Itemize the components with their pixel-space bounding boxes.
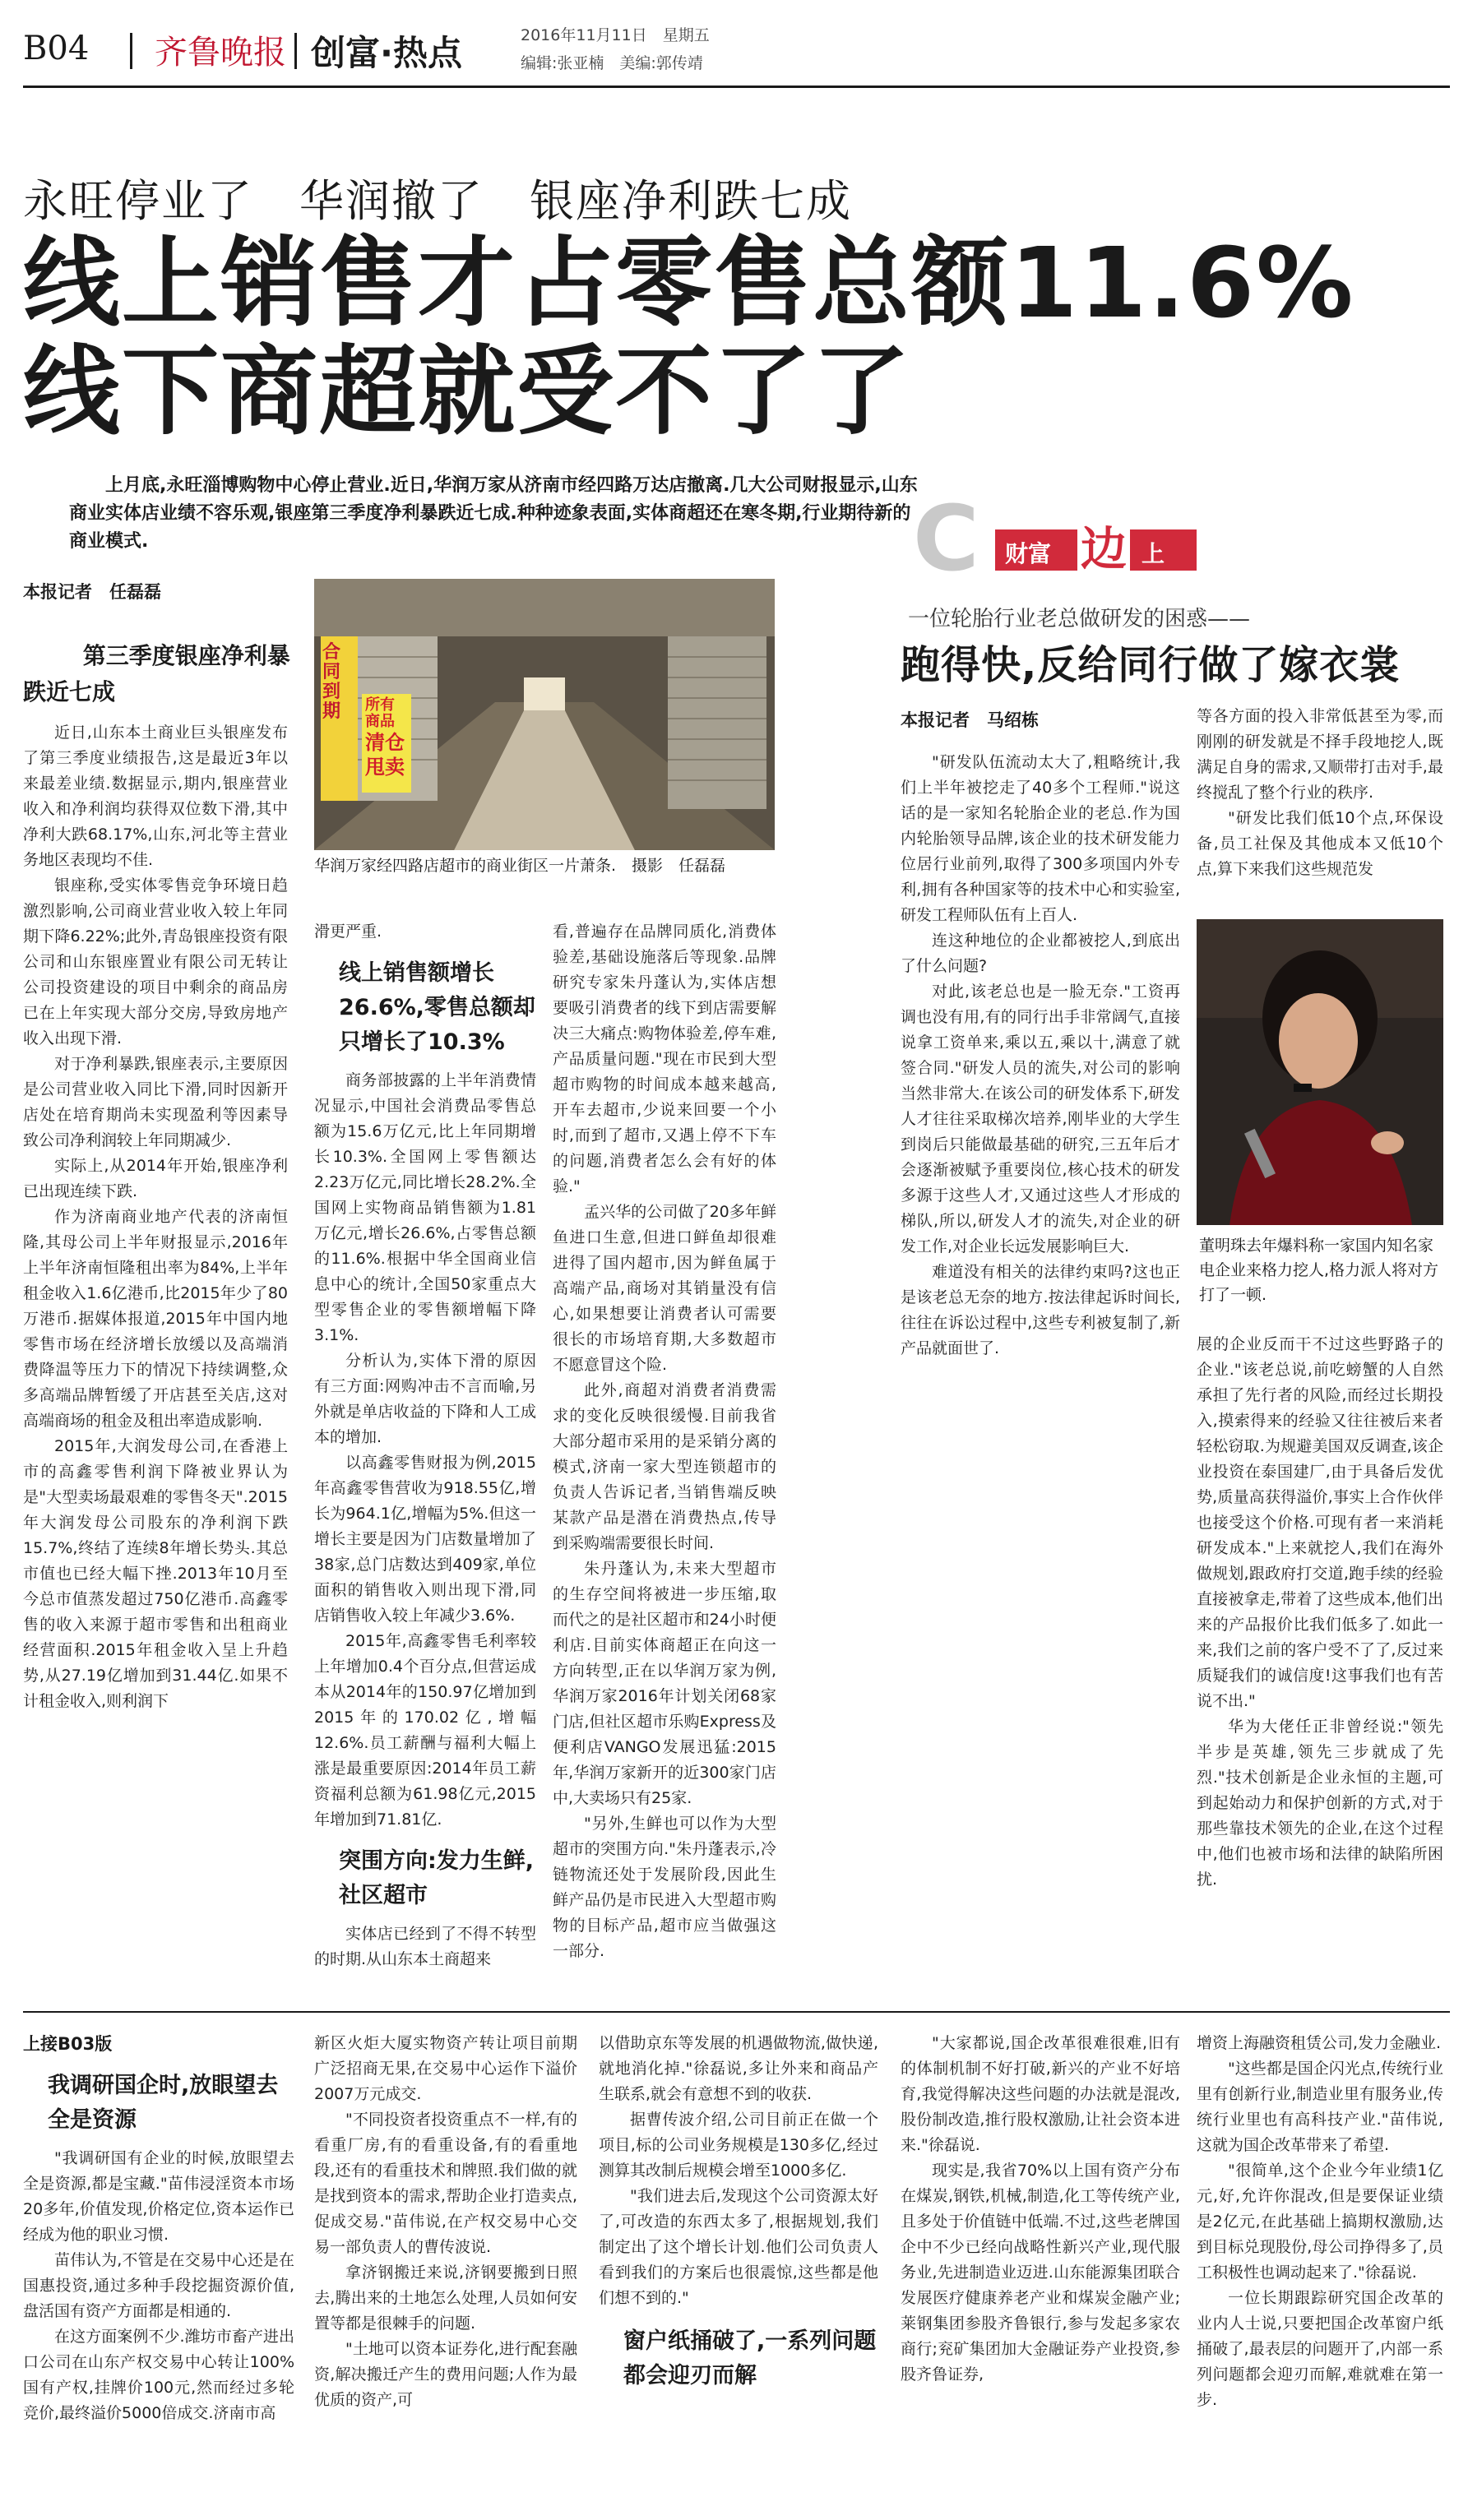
- paragraph: 分析认为,实体下滑的原因有三方面:网购冲击不言而喻,另外就是单店收益的下降和人工成本的增加.: [314, 1352, 536, 1446]
- masthead-divider: [294, 33, 297, 69]
- paragraph: 银座称,受实体零售竞争环境日趋激烈影响,公司商业营业收入较上年同期下降6.22%;此外,青岛银座投资有限公司和山东银座置业有限公司无转让公司投资建设的项目中剩余的商品房已在上年实现大部分交房,导致房地产收入出现下滑.: [23, 876, 288, 1047]
- speaker-photo: [1197, 919, 1443, 1225]
- headline-kicker: 永旺停业了 华润撤了 银座净利跌七成: [23, 175, 852, 227]
- paragraph: "另外,生鲜也可以作为大型超市的突围方向."朱丹蓬表示,冷链物流还处于发展阶段,因此生鲜产品仍是市民进入大型超市购物的目标产品,超市应当做强这一部分.: [553, 1815, 776, 1960]
- paragraph: 增资上海融资租赁公司,发力金融业.: [1197, 2034, 1442, 2052]
- subheading: 我调研国企时,放眼望去全是资源: [48, 2073, 279, 2133]
- paragraph: "很简单,这个企业今年业绩1亿元,好,允许你混改,但是要保证业绩是2亿元,在此基础上搞期权激励,达到目标兑现股份,母公司挣得多了,员工积极性也调动起来了."徐磊说.: [1197, 2162, 1443, 2282]
- section-rule: [23, 2011, 1450, 2013]
- main-headline: [23, 226, 1355, 448]
- paragraph: 一位长期跟踪研究国企改革的业内人士说,只要把国企改革窗户纸捅破了,最表层的问题开了,内部一系列问题都会迎刃而解,难就难在第一步.: [1197, 2289, 1443, 2409]
- clearance-sign: 合同到期: [322, 642, 341, 722]
- page-number: B04: [23, 30, 90, 67]
- paragraph: 以借助京东等发展的机遇做物流,做快递,就地消化掉."徐磊说,多让外来和商品产生联系,就会有意想不到的收获.: [599, 2034, 878, 2103]
- paragraph: 华为大佬任正非曾经说:"领先半步是英雄,领先三步就成了先烈."技术创新是企业永恒的主题,可到起始动力和保护创新的方式,对于那些靠技术领先的企业,在这个过程中,他们也被市场和法律的缺陷所困扰.: [1197, 1718, 1443, 1889]
- paragraph: 难道没有相关的法律约束吗?这也正是该老总无奈的地方.按法律起诉时间长,往往在诉讼过程中,这些专利被复制了,新产品就面世了.: [901, 1263, 1180, 1357]
- paragraph: 朱丹蓬认为,未来大型超市的生存空间将被进一步压缩,取而代之的是社区超市和24小时便利店.目前实体商超正在向这一方向转型,正在以华润万家为例,华润万家2016年计划关闭68家门店,但社区超市乐购Express及便利店VANGO发展迅猛:2015年,华润万家新开的近300家门店中,大卖场只有25家.: [553, 1560, 776, 1807]
- paragraph: 对此,该老总也是一脸无奈."工资再调也没有用,有的同行出手非常阔气,直接说拿工资单来,乘以五,乘以十,满意了就签合同."研发人员的流失,对公司的影响当然非常大.在该公司的研发体系下,研发人才往往采取梯次培养,刚毕业的大学生到岗后只能做最基础的研究,三五年后才会逐渐被赋予重要岗位,核心技术的研发多源于这些人才,又通过这些人才形成的梯队,所以,研发人才的流失,对企业的研发工作,对企业长远发展影响巨大.: [901, 983, 1180, 1255]
- paragraph: "我们进去后,发现这个公司资源太好了,可改造的东西太多了,根据规划,我们制定出了这个增长计划.他们公司负责人看到我们的方案后也很震惊,这些都是他们想不到的.": [599, 2187, 878, 2307]
- paragraph: 在这方面案例不少.潍坊市畜产进出口公司在山东产权交易中心转让100%国有产权,挂牌价100元,然而经过多轮竞价,最终溢价5000倍成交.济南市高: [23, 2328, 294, 2422]
- jump-label: 上接B03版: [23, 2034, 113, 2054]
- paragraph: 新区火炬大厦实物资产转让项目前期广泛招商无果,在交易中心运作下溢价2007万元成交.: [314, 2034, 577, 2103]
- subheading: 突围方向:发力生鲜,社区超市: [339, 1848, 535, 1908]
- subheading: 窗户纸捅破了,一系列问题都会迎刃而解: [623, 2328, 877, 2388]
- paragraph: "研发比我们低10个点,环保设备,员工社保及其他成本又低10个点,算下来我们这些规范发: [1197, 809, 1443, 878]
- subheading: 第三季度银座净利暴跌近七成: [23, 642, 290, 705]
- subheading: 线上销售额增长26.6%,零售总额却只增长了10.3%: [339, 960, 535, 1055]
- issue-date: 2016年11月11日 星期五: [521, 26, 710, 44]
- paragraph: 连这种地位的企业都被挖人,到底出了什么问题?: [901, 932, 1180, 975]
- paragraph: 以高鑫零售财报为例,2015年高鑫零售营收为918.55亿,增长为964.1亿,增幅为5%.但这一增长主要是因为门店数量增加了38家,总门店数达到409家,单位面积的销售收入则出现下滑,同店销售收入较上年减少3.6%.: [314, 1454, 536, 1625]
- article-column: [23, 720, 288, 1995]
- section-name: 创富·热点: [311, 33, 462, 73]
- paragraph: 2015年,大润发母公司,在香港上市的高鑫零售利润下降被业界认为是"大型卖场最艰难的零售冬天".2015年大润发母公司股东的净利润下跌15.7%,终结了连续8年增长势头.其总市值也已经大幅下挫.2013年10月至今总市值蒸发超过750亿港币.高鑫零售的收入来源于超市零售和出租商业经营面积.2015年租金收入呈上升趋势,从27.19亿增加到31.44亿.如果不计租金收入,则利润下: [23, 1437, 288, 1710]
- paragraph: 实际上,从2014年开始,银座净利已出现连续下跌.: [23, 1157, 288, 1200]
- continued-column: [23, 2069, 294, 2504]
- column-logo-letter: C: [913, 486, 979, 591]
- column-logo-text: 财富: [1005, 540, 1052, 567]
- article-column: [553, 919, 776, 1996]
- paragraph: 据曹传波介绍,公司目前正在做一个项目,标的公司业务规模是130多亿,经过测算其改制后规模会增至1000多亿.: [599, 2111, 878, 2180]
- headline-line-2: 线下商超就受不了了: [23, 335, 912, 448]
- sidebar-kicker: 一位轮胎行业老总做研发的困惑——: [908, 607, 1251, 631]
- paragraph: "我调研国有企业的时候,放眼望去全是资源,都是宝藏."苗伟浸淫资本市场20多年,价值发现,价格定位,资本运作已经成为他的职业习惯.: [23, 2149, 294, 2244]
- sale-poster: 所有商品 清仓 甩卖: [362, 694, 411, 793]
- article-column: [314, 919, 536, 1996]
- sidebar-column: [901, 750, 1180, 1996]
- paragraph: 滑更严重.: [314, 922, 382, 941]
- continued-column: [314, 2031, 577, 2504]
- sidebar-column: [1197, 704, 1443, 908]
- paragraph: 此外,商超对消费者消费需求的变化反映很缓慢.目前我省大部分超市采用的是采销分离的模式,济南一家大型连锁超市的负责人告诉记者,当销售端反映某款产品是潜在消费热点,传导到采购端需要很长时间.: [553, 1381, 776, 1552]
- paragraph: 等各方面的投入非常低甚至为零,而刚刚的研发就是不择手段地挖人,既满足自身的需求,又顺带打击对手,最终搅乱了整个行业的秩序.: [1197, 707, 1443, 802]
- masthead-rule: [23, 86, 1450, 88]
- paragraph: 作为济南商业地产代表的济南恒隆,其母公司上半年财报显示,2016年上半年济南恒隆租出率为84%,上半年租金收入1.6亿港币,比2015年少了80万港币.据媒体报道,2015年中国内地零售市场在经济增长放缓以及高端消费降温等压力下的情况下持续调整,众多高端品牌暂缓了开店甚至关店,这对高端商场的租金及租出率造成影响.: [23, 1208, 288, 1430]
- paragraph: 对于净利暴跌,银座表示,主要原因是公司营业收入同比下滑,同时因新开店处在培育期尚未实现盈利等因素导致公司净利润较上年同期减少.: [23, 1055, 288, 1149]
- paragraph: 近日,山东本土商业巨头银座发布了第三季度业绩报告,这是最近3年以来最差业绩.数据显示,期内,银座营业收入和净利润均获得双位数下滑,其中净利大跌68.17%,山东,河北等主营业务地区表现均不佳.: [23, 724, 288, 869]
- editors-credit: 编辑:张亚楠 美编:郭传靖: [521, 54, 703, 72]
- paragraph: 实体店已经到了不得不转型的时期.从山东本土商超来: [314, 1925, 536, 1968]
- lead-paragraph: 上月底,永旺淄博购物中心停止营业.近日,华润万家从济南市经四路万达店撤离.几大公司财报显示,山东商业实体店业绩不容乐观,银座第三季度净利暴跌近七成.种种迹象表面,实体商超还在寒冬期,行业期待新的商业模式.: [69, 475, 918, 552]
- paragraph: 看,普遍存在品牌同质化,消费体验差,基础设施落后等现象.品牌研究专家朱丹蓬认为,实体店想要吸引消费者的线下到店需要解决三大痛点:购物体验差,停车难,产品质量问题."现在市民到大型超市购物的时间成本越来越高,开车去超市,少说来回要一个小时,而到了超市,又遇上停不下车的问题,消费者怎么会有好的体验.": [553, 922, 776, 1195]
- continued-column: [901, 2031, 1180, 2504]
- continued-column: [1197, 2031, 1443, 2504]
- paragraph: 孟兴华的公司做了20多年鲜鱼进口生意,但进口鲜鱼却很难进得了国内超市,因为鲜鱼属于高端产品,商场对其销量没有信心,如果想要让消费者认可需要很长的市场培育期,大多数超市不愿意冒这个险.: [553, 1203, 776, 1374]
- sidebar-headline: 跑得快,反给同行做了嫁衣裳: [901, 642, 1401, 688]
- paragraph: 2015年,高鑫零售毛利率较上年增加0.4个百分点,但营运成本从2014年的150.97亿增加到2015年的170.02亿,增幅12.6%.员工薪酬与福利大幅上涨是最重要原因:2014年员工薪资福利总额为61.98亿元,2015年增加到71.81亿.: [314, 1632, 536, 1829]
- masthead-divider: [130, 33, 132, 69]
- paragraph: "这些都是国企闪光点,传统行业里有创新行业,制造业里有服务业,传统行业里也有高科技产业."苗伟说,这就为国企改革带来了希望.: [1197, 2060, 1443, 2154]
- column-logo-text: 边: [1077, 513, 1130, 579]
- column-logo: [913, 486, 1197, 591]
- masthead: [23, 18, 1450, 79]
- sidebar-byline: 本报记者 马绍栋: [901, 710, 1039, 730]
- speaker-photo-caption: 董明珠去年爆料称一家国内知名家电企业来格力挖人,格力派人将对方打了一顿.: [1199, 1237, 1439, 1304]
- paper-name-logo: 齐鲁晚报: [155, 34, 286, 72]
- column-logo-text: 上: [1142, 540, 1165, 567]
- mall-corridor-photo: [314, 579, 775, 850]
- continued-column: [599, 2031, 878, 2504]
- paragraph: 拿济钢搬迁来说,济钢要搬到日照去,腾出来的土地怎么处理,人员如何安置等都是很棘手的问题.: [314, 2263, 577, 2333]
- paragraph: 商务部披露的上半年消费情况显示,中国社会消费品零售总额为15.6万亿元,比上年同期增长10.3%.全国网上零售额达2.23万亿元,同比增长28.2%.全国网上实物商品销售额为1.81万亿元,增长26.6%,占零售总额的11.6%.根据中华全国商业信息中心的统计,全国50家重点大型零售企业的零售额增幅下降3.1%.: [314, 1071, 536, 1344]
- headline-line-1: 线上销售才占零售总额11.6%: [23, 226, 1355, 340]
- paragraph: 展的企业反而干不过这些野路子的企业."该老总说,前吃螃蟹的人自然承担了先行者的风险,而经过长期投入,摸索得来的经验又往往被后来者轻松窃取.为规避美国双反调查,该企业投资在泰国建厂,由于具备后发优势,质量高获得溢价,事实上合作伙伴也接受这个价格.可现有者一来消耗研发成本."上来就挖人,我们在海外做规划,跟政府打交道,跑手续的经验直接被拿走,带着了这些成本,他们出来的产品报价比我们低多了.如此一来,我们之前的客户受不了了,反过来质疑我们的诚信度!这事我们也有苦说不出.": [1197, 1335, 1443, 1710]
- sidebar-column: [1197, 1332, 1443, 1996]
- paragraph: 苗伟认为,不管是在交易中心还是在国惠投资,通过多种手段挖掘资源价值,盘活国有资产方面都是相通的.: [23, 2251, 294, 2320]
- article-byline: 本报记者 任磊磊: [23, 582, 161, 602]
- paragraph: 现实是,我省70%以上国有资产分布在煤炭,钢铁,机械,制造,化工等传统产业,且多处于价值链中低端.不过,这些老牌国企中不少已经向战略性新兴产业,现代服务业,先进制造业迈进.山东能源集团联合发展医疗健康养老产业和煤炭金融产业;莱钢集团参股齐鲁银行,参与发起多家农商行;兖矿集团加大金融证券产业投资,参股齐鲁证券,: [901, 2162, 1180, 2384]
- paragraph: "土地可以资本证券化,进行配套融资,解决搬迁产生的费用问题;人作为最优质的资产,可: [314, 2340, 577, 2409]
- paragraph: "不同投资者投资重点不一样,有的看重厂房,有的看重设备,有的看重地段,还有的看重技术和牌照.我们做的就是找到资本的需求,帮助企业打造卖点,促成交易."苗伟说,在产权交易中心交易一部负责人的曹传波说.: [314, 2111, 577, 2256]
- photo-caption: 华润万家经四路店超市的商业街区一片萧条. 摄影 任磊磊: [314, 857, 726, 875]
- paragraph: "大家都说,国企改革很难很难,旧有的体制机制不好打破,新兴的产业不好培育,我觉得解决这些问题的办法就是混改,股份制改造,推行股权激励,让社会资本进来."徐磊说.: [901, 2034, 1180, 2154]
- speaker-illustration: [1197, 919, 1443, 1225]
- paragraph: "研发队伍流动太大了,粗略统计,我们上半年被挖走了40多个工程师."说这话的是一家知名轮胎企业的老总.作为国内轮胎领导品牌,该企业的技术研发能力位居行业前列,取得了300多项国内外专利,拥有各种国家等的技术中心和实验室,研发工程师队伍有上百人.: [901, 753, 1180, 924]
